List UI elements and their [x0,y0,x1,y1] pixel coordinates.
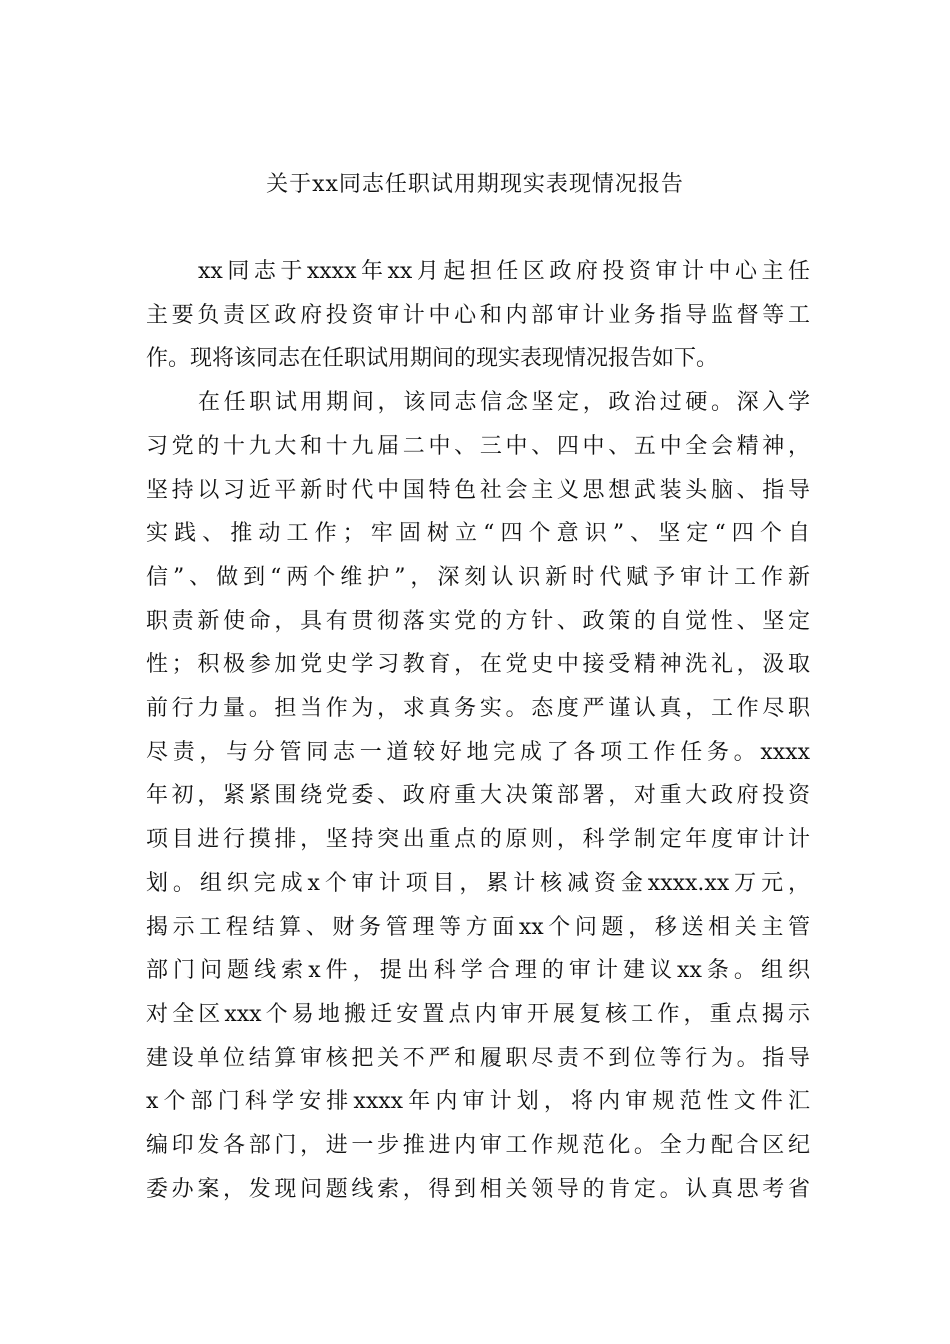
document-body [146,250,810,1211]
text-line: 委办案，发现问题线索，得到相关领导的肯定。认真思考省 [146,1176,810,1202]
text-line: 习党的十九大和十九届二中、三中、四中、五中全会精神， [146,433,810,459]
text-line: 部门问题线索x件，提出科学合理的审计建议xx条。组织 [146,958,810,984]
text-line: 信”、做到“两个维护”，深刻认识新时代赋予审计工作新 [146,564,810,590]
text-line: 坚持以习近平新时代中国特色社会主义思想武装头脑、指导 [146,477,810,503]
text-line: 对全区xxx个易地搬迁安置点内审开展复核工作，重点揭示 [146,1001,810,1027]
text-line: 前行力量。担当作为，求真务实。态度严谨认真，工作尽职 [146,696,810,722]
text-line: 项目进行摸排，坚持突出重点的原则，科学制定年度审计计 [146,827,810,853]
text-line: 实践、推动工作；牢固树立“四个意识”、坚定“四个自 [146,521,810,547]
text-line: 编印发各部门，进一步推进内审工作规范化。全力配合区纪 [146,1133,810,1159]
paragraph-1 [146,250,810,381]
text-line: 尽责，与分管同志一道较好地完成了各项工作任务。xxxx [146,739,810,765]
text-line: 作。现将该同志在任职试用期间的现实表现情况报告如下。 [146,346,719,372]
text-line: 在任职试用期间，该同志信念坚定，政治过硬。深入学 [198,390,810,416]
text-line: 建设单位结算审核把关不严和履职尽责不到位等行为。指导 [146,1045,810,1071]
text-line: 主要负责区政府投资审计中心和内部审计业务指导监督等工 [146,302,810,328]
text-line: 划。组织完成x个审计项目，累计核减资金xxxx.xx万元， [146,870,810,896]
text-line: 性；积极参加党史学习教育，在党史中接受精神洗礼，汲取 [146,652,810,678]
paragraph-2 [146,381,810,1211]
text-line: 揭示工程结算、财务管理等方面xx个问题，移送相关主管 [146,914,810,940]
text-line: xx同志于xxxx年xx月起担任区政府投资审计中心主任 [198,259,810,284]
text-line: 职责新使命，具有贯彻落实党的方针、政策的自觉性、坚定 [146,608,810,634]
text-line: 年初，紧紧围绕党委、政府重大决策部署，对重大政府投资 [146,783,810,809]
text-line: x个部门科学安排xxxx年内审计划，将内审规范性文件汇 [146,1089,810,1115]
document-title: 关于xx同志任职试用期现实表现情况报告 [266,172,684,197]
